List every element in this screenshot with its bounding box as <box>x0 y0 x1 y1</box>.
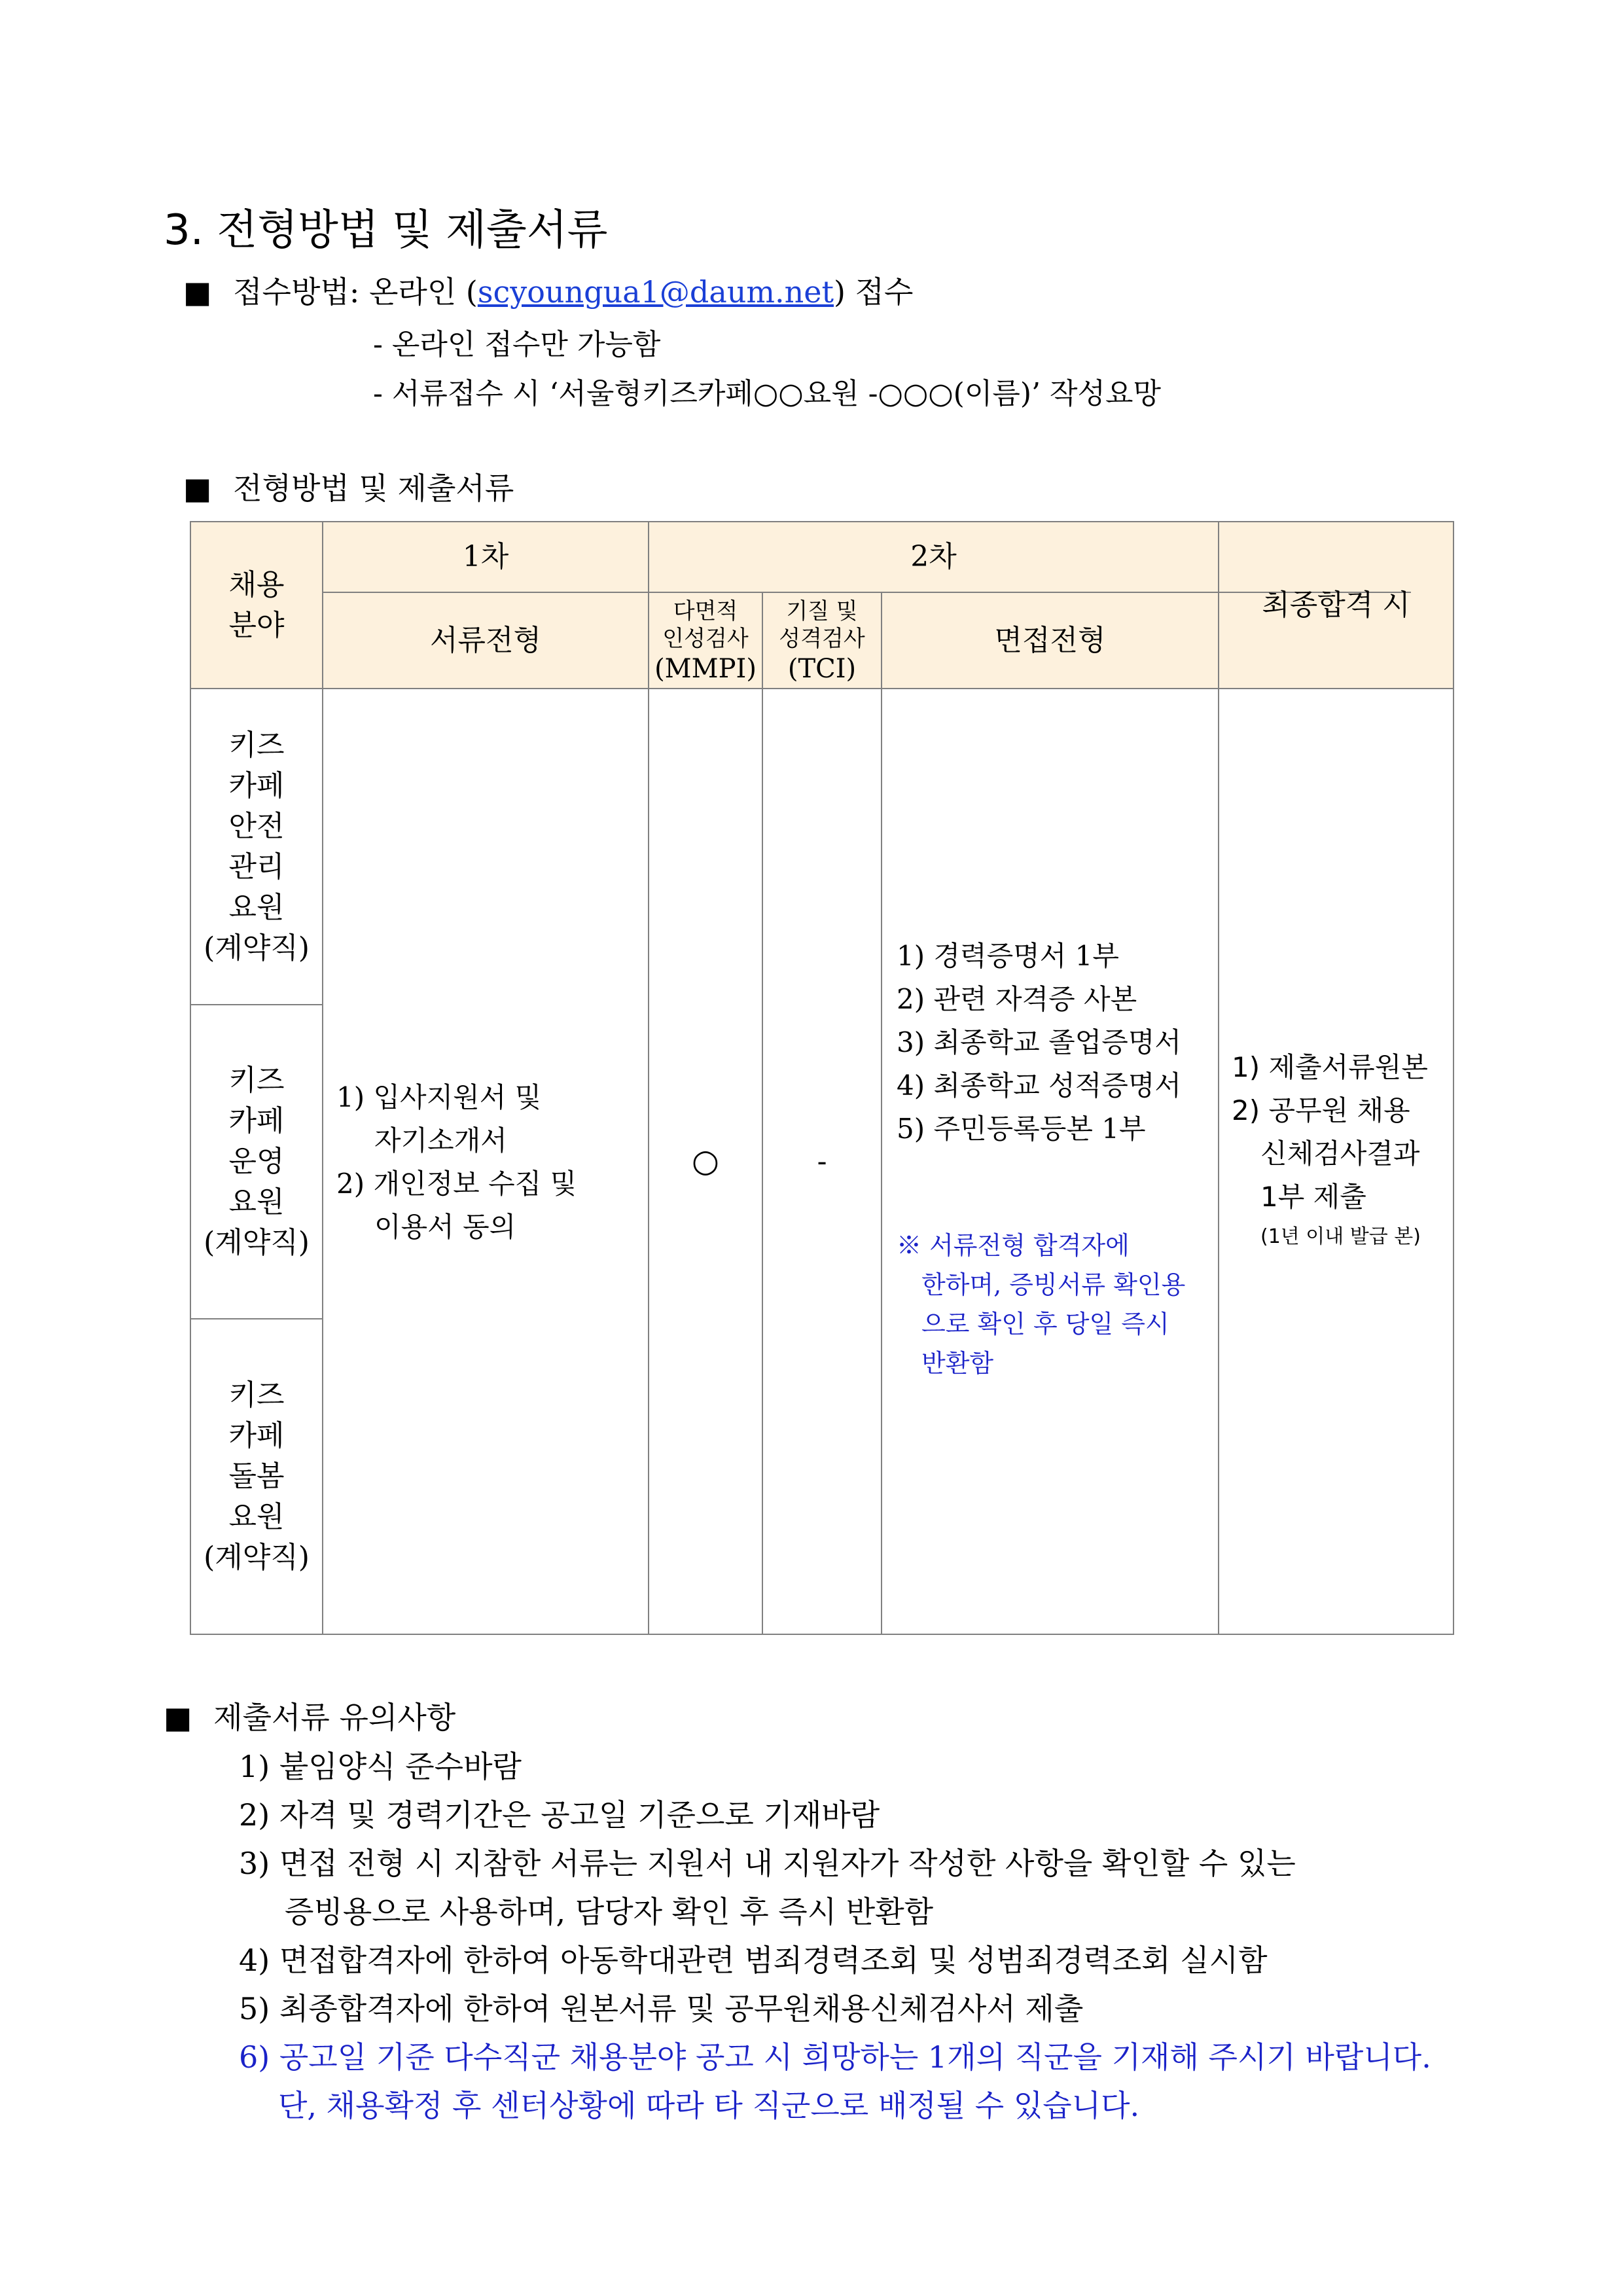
mmpi-abbr: (MMPI) <box>654 653 757 684</box>
tci-abbr: (TCI) <box>787 653 857 684</box>
list-item: 4) 최종학교 성적증명서 <box>897 1069 1181 1102</box>
list-item: 1) 경력증명서 1부 <box>897 940 1119 972</box>
email-link[interactable]: scyoungua1@daum.net <box>477 274 834 310</box>
list-item: 신체검사결과 <box>1260 1138 1420 1170</box>
field-care: 키즈 카페 돌봄 요원 (계약직) <box>204 1378 310 1574</box>
header-interview: 면접전형 <box>994 624 1106 658</box>
header-field: 채용 분야 <box>228 568 285 642</box>
grid-line <box>881 592 882 1634</box>
receipt-suffix: ) 접수 <box>833 274 914 310</box>
header-final: 최종합격 시 <box>1262 588 1410 622</box>
header-round1: 1차 <box>462 540 509 574</box>
notes-heading <box>164 1694 455 1737</box>
interview-note <box>897 1226 1185 1383</box>
list-item: 2) 개인정보 수집 및 <box>336 1168 577 1200</box>
header-round2: 2차 <box>910 540 957 574</box>
note-line: 한하며, 증빙서류 확인용 <box>921 1270 1186 1299</box>
list-item: 1) 입사지원서 및 <box>336 1081 542 1113</box>
note-item-6: 6) 공고일 기준 다수직군 채용분야 공고 시 희망하는 1개의 직군을 기재해 주시기 바랍니다. <box>239 2039 1431 2075</box>
bullet-square: ■ <box>164 1700 192 1735</box>
field-safety: 키즈 카페 안전 관리 요원 (계약직) <box>204 728 310 965</box>
list-item: 3) 최종학교 졸업증명서 <box>897 1026 1181 1058</box>
grid-line <box>322 522 323 1634</box>
list-item: 5) 주민등록등본 1부 <box>897 1113 1146 1145</box>
receipt-line <box>183 268 913 312</box>
grid-line <box>1218 522 1219 1634</box>
header-doc-screening: 서류전형 <box>429 624 541 658</box>
note-line: ※ 서류전형 합격자에 <box>897 1231 1130 1260</box>
bullet-square: ■ <box>183 274 212 310</box>
mmpi-value: ○ <box>692 1142 719 1179</box>
mmpi-label: 다면적 인성검사 <box>662 598 749 652</box>
bullet-square: ■ <box>183 471 212 506</box>
list-item: 자기소개서 <box>374 1124 507 1157</box>
notes-title: 제출서류 유의사항 <box>213 1700 456 1735</box>
header-tci <box>763 593 881 689</box>
tci-value: - <box>817 1144 827 1178</box>
interview-list <box>897 935 1181 1151</box>
header-mmpi <box>649 593 762 689</box>
list-item: 2) 공무원 채용 <box>1232 1094 1410 1126</box>
list-item: 2) 관련 자격증 사본 <box>897 983 1137 1015</box>
receipt-label: 접수방법: 온라인 ( <box>233 274 478 310</box>
tci-label: 기질 및 성격검사 <box>779 598 865 652</box>
final-list <box>1232 1046 1428 1255</box>
note-item-2: 2) 자격 및 경력기간은 공고일 기준으로 기재바람 <box>239 1797 880 1833</box>
note-item-4: 4) 면접합격자에 한하여 아동학대관련 범죄경력조회 및 성범죄경력조회 실시함 <box>239 1943 1268 1978</box>
list-item: 1) 제출서류원본 <box>1232 1051 1428 1083</box>
doc-screening-list <box>336 1076 577 1249</box>
note-item-3-cont: 증빙용으로 사용하며, 담당자 확인 후 즉시 반환함 <box>285 1894 934 1929</box>
list-item: 1부 제출 <box>1260 1181 1366 1213</box>
note-item-5: 5) 최종합격자에 한하여 원본서류 및 공무원채용신체검사서 제출 <box>239 1991 1084 2026</box>
field-operation: 키즈 카페 운영 요원 (계약직) <box>204 1064 310 1259</box>
receipt-note-2: - 서류접수 시 ‘서울형키즈카페○○요원 -○○○(이름)’ 작성요망 <box>373 377 1162 410</box>
note-item-3: 3) 면접 전형 시 지참한 서류는 지원서 내 지원자가 작성한 사항을 확인할 수 있는 <box>239 1846 1296 1881</box>
receipt-note-1: - 온라인 접수만 가능함 <box>373 328 661 361</box>
selection-table <box>190 521 1454 1635</box>
section-title: 3. 전형방법 및 제출서류 <box>164 206 608 255</box>
note-item-1: 1) 붙임양식 준수바람 <box>239 1749 522 1784</box>
note-line: 반환함 <box>921 1349 994 1378</box>
list-item: 이용서 동의 <box>374 1211 516 1243</box>
final-note: (1년 이내 발급 본) <box>1260 1225 1421 1248</box>
note-item-6-cont: 단, 채용확정 후 센터상황에 따라 타 직군으로 배정될 수 있습니다. <box>278 2088 1140 2123</box>
table-section-title: 전형방법 및 제출서류 <box>233 471 514 506</box>
note-line: 으로 확인 후 당일 즉시 <box>921 1310 1169 1338</box>
table-section-heading <box>183 465 514 508</box>
